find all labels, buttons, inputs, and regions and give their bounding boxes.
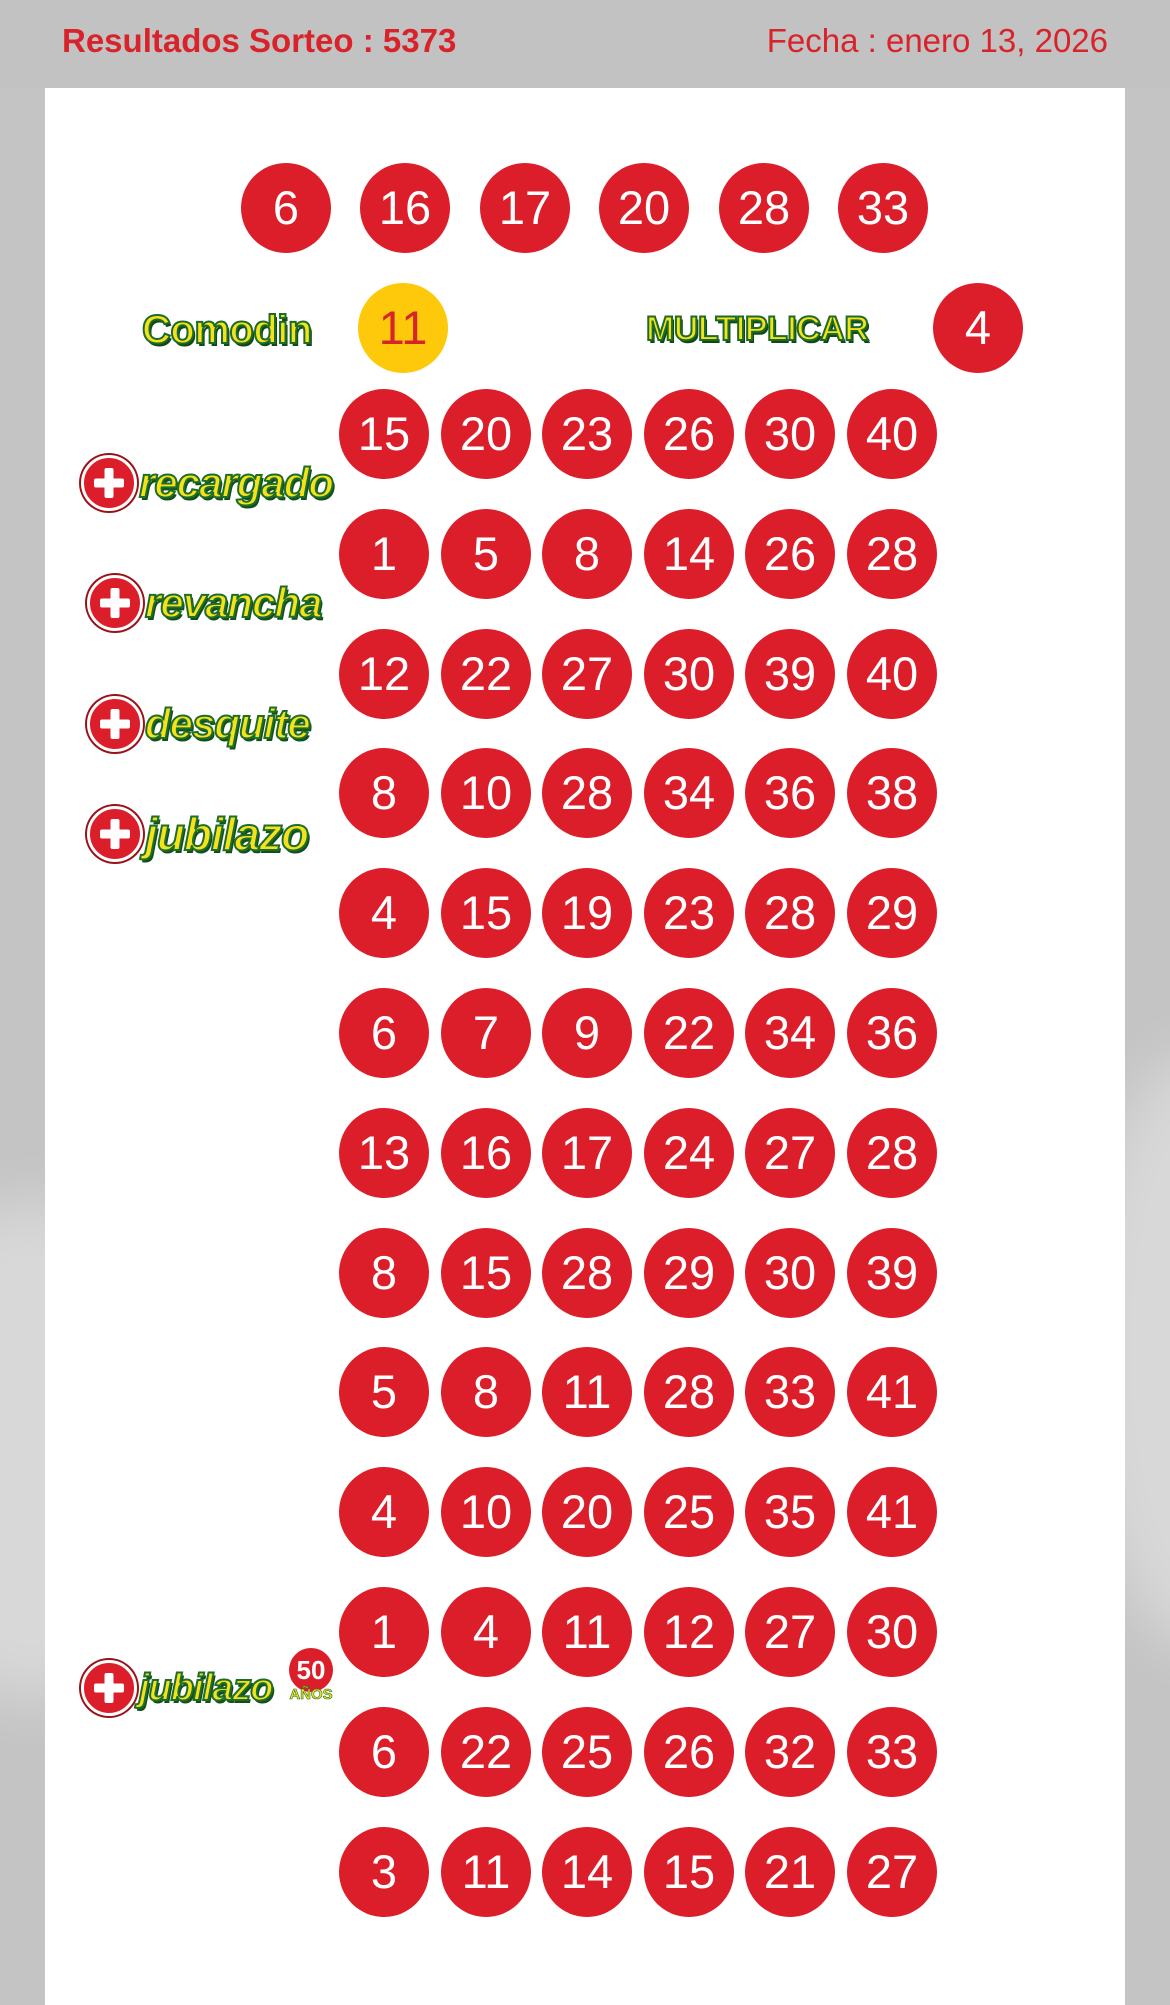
game-ball: 12 <box>339 629 429 719</box>
plus-icon <box>87 806 143 862</box>
game-ball: 39 <box>745 629 835 719</box>
plus-icon <box>87 575 143 631</box>
main-ball: 16 <box>360 163 450 253</box>
game-ball: 40 <box>847 629 937 719</box>
game-ball: 3 <box>339 1827 429 1917</box>
game-ball: 20 <box>542 1467 632 1557</box>
game-ball: 30 <box>644 629 734 719</box>
game-ball: 11 <box>542 1347 632 1437</box>
draw-title: Resultados Sorteo : 5373 <box>62 22 457 59</box>
game-ball: 11 <box>441 1827 531 1917</box>
game-ball: 28 <box>847 1108 937 1198</box>
game-ball: 9 <box>542 988 632 1078</box>
game-ball: 29 <box>644 1228 734 1318</box>
recargado-logo <box>81 453 333 513</box>
comodin-logo: Comodin <box>142 308 312 352</box>
revancha-wordmark: revancha <box>145 579 322 626</box>
jubilazo-logo <box>87 804 308 864</box>
game-ball: 1 <box>339 1587 429 1677</box>
game-ball: 6 <box>339 1707 429 1797</box>
recargado-wordmark: recargado <box>139 459 334 506</box>
game-ball: 8 <box>441 1347 531 1437</box>
game-ball: 16 <box>441 1108 531 1198</box>
game-ball: 38 <box>847 748 937 838</box>
game-ball: 30 <box>847 1587 937 1677</box>
game-ball: 7 <box>441 988 531 1078</box>
game-ball: 12 <box>644 1587 734 1677</box>
game-ball: 28 <box>644 1347 734 1437</box>
game-ball: 8 <box>339 748 429 838</box>
draw-date: Fecha : enero 13, 2026 <box>766 22 1108 59</box>
game-ball: 41 <box>847 1347 937 1437</box>
game-ball: 5 <box>441 509 531 599</box>
multiplicar-ball: 4 <box>933 283 1023 373</box>
game-ball: 26 <box>745 509 835 599</box>
game-ball: 32 <box>745 1707 835 1797</box>
game-ball: 11 <box>542 1587 632 1677</box>
badge-number: 50 <box>289 1648 333 1692</box>
main-ball: 17 <box>480 163 570 253</box>
game-ball: 39 <box>847 1228 937 1318</box>
plus-icon <box>87 696 143 752</box>
game-ball: 36 <box>745 748 835 838</box>
jubilazo-50-wordmark: jubilazo <box>139 1666 273 1709</box>
game-ball: 26 <box>644 1707 734 1797</box>
multiplicar-logo: MULTIPLICAR <box>646 310 869 348</box>
game-ball: 23 <box>644 868 734 958</box>
game-ball: 22 <box>441 629 531 719</box>
game-ball: 27 <box>745 1108 835 1198</box>
game-ball: 8 <box>339 1228 429 1318</box>
game-ball: 25 <box>542 1707 632 1797</box>
results-panel <box>45 88 1125 2005</box>
game-ball: 30 <box>745 389 835 479</box>
game-ball: 4 <box>339 868 429 958</box>
game-ball: 8 <box>542 509 632 599</box>
jubilazo-50-logo <box>81 1658 272 1718</box>
game-ball: 15 <box>339 389 429 479</box>
game-ball: 40 <box>847 389 937 479</box>
game-ball: 22 <box>441 1707 531 1797</box>
comodin-ball: 11 <box>358 283 448 373</box>
game-ball: 28 <box>745 868 835 958</box>
desquite-logo <box>87 694 310 754</box>
game-ball: 25 <box>644 1467 734 1557</box>
game-ball: 23 <box>542 389 632 479</box>
game-ball: 4 <box>339 1467 429 1557</box>
jubilazo-wordmark: jubilazo <box>145 808 309 860</box>
fifty-years-badge <box>287 1648 335 1703</box>
game-ball: 34 <box>644 748 734 838</box>
main-ball: 33 <box>838 163 928 253</box>
game-ball: 10 <box>441 1467 531 1557</box>
game-ball: 15 <box>441 868 531 958</box>
game-ball: 27 <box>542 629 632 719</box>
game-ball: 30 <box>745 1228 835 1318</box>
revancha-logo <box>87 573 321 633</box>
game-ball: 1 <box>339 509 429 599</box>
game-ball: 29 <box>847 868 937 958</box>
main-ball: 28 <box>719 163 809 253</box>
plus-icon <box>81 1660 137 1716</box>
game-ball: 15 <box>441 1228 531 1318</box>
game-ball: 20 <box>441 389 531 479</box>
game-ball: 26 <box>644 389 734 479</box>
game-ball: 27 <box>745 1587 835 1677</box>
game-ball: 5 <box>339 1347 429 1437</box>
game-ball: 27 <box>847 1827 937 1917</box>
game-ball: 35 <box>745 1467 835 1557</box>
desquite-wordmark: desquite <box>145 700 310 747</box>
results-header <box>0 0 1170 88</box>
game-ball: 19 <box>542 868 632 958</box>
game-ball: 21 <box>745 1827 835 1917</box>
game-ball: 24 <box>644 1108 734 1198</box>
game-ball: 33 <box>847 1707 937 1797</box>
main-ball: 20 <box>599 163 689 253</box>
game-ball: 10 <box>441 748 531 838</box>
game-ball: 28 <box>847 509 937 599</box>
game-ball: 14 <box>644 509 734 599</box>
game-ball: 36 <box>847 988 937 1078</box>
game-ball: 13 <box>339 1108 429 1198</box>
game-ball: 28 <box>542 748 632 838</box>
game-ball: 28 <box>542 1228 632 1318</box>
game-ball: 17 <box>542 1108 632 1198</box>
game-ball: 34 <box>745 988 835 1078</box>
main-ball: 6 <box>241 163 331 253</box>
game-ball: 4 <box>441 1587 531 1677</box>
game-ball: 6 <box>339 988 429 1078</box>
game-ball: 41 <box>847 1467 937 1557</box>
badge-text: AÑOS <box>289 1686 333 1703</box>
game-ball: 33 <box>745 1347 835 1437</box>
game-ball: 15 <box>644 1827 734 1917</box>
plus-icon <box>81 455 137 511</box>
game-ball: 14 <box>542 1827 632 1917</box>
game-ball: 22 <box>644 988 734 1078</box>
